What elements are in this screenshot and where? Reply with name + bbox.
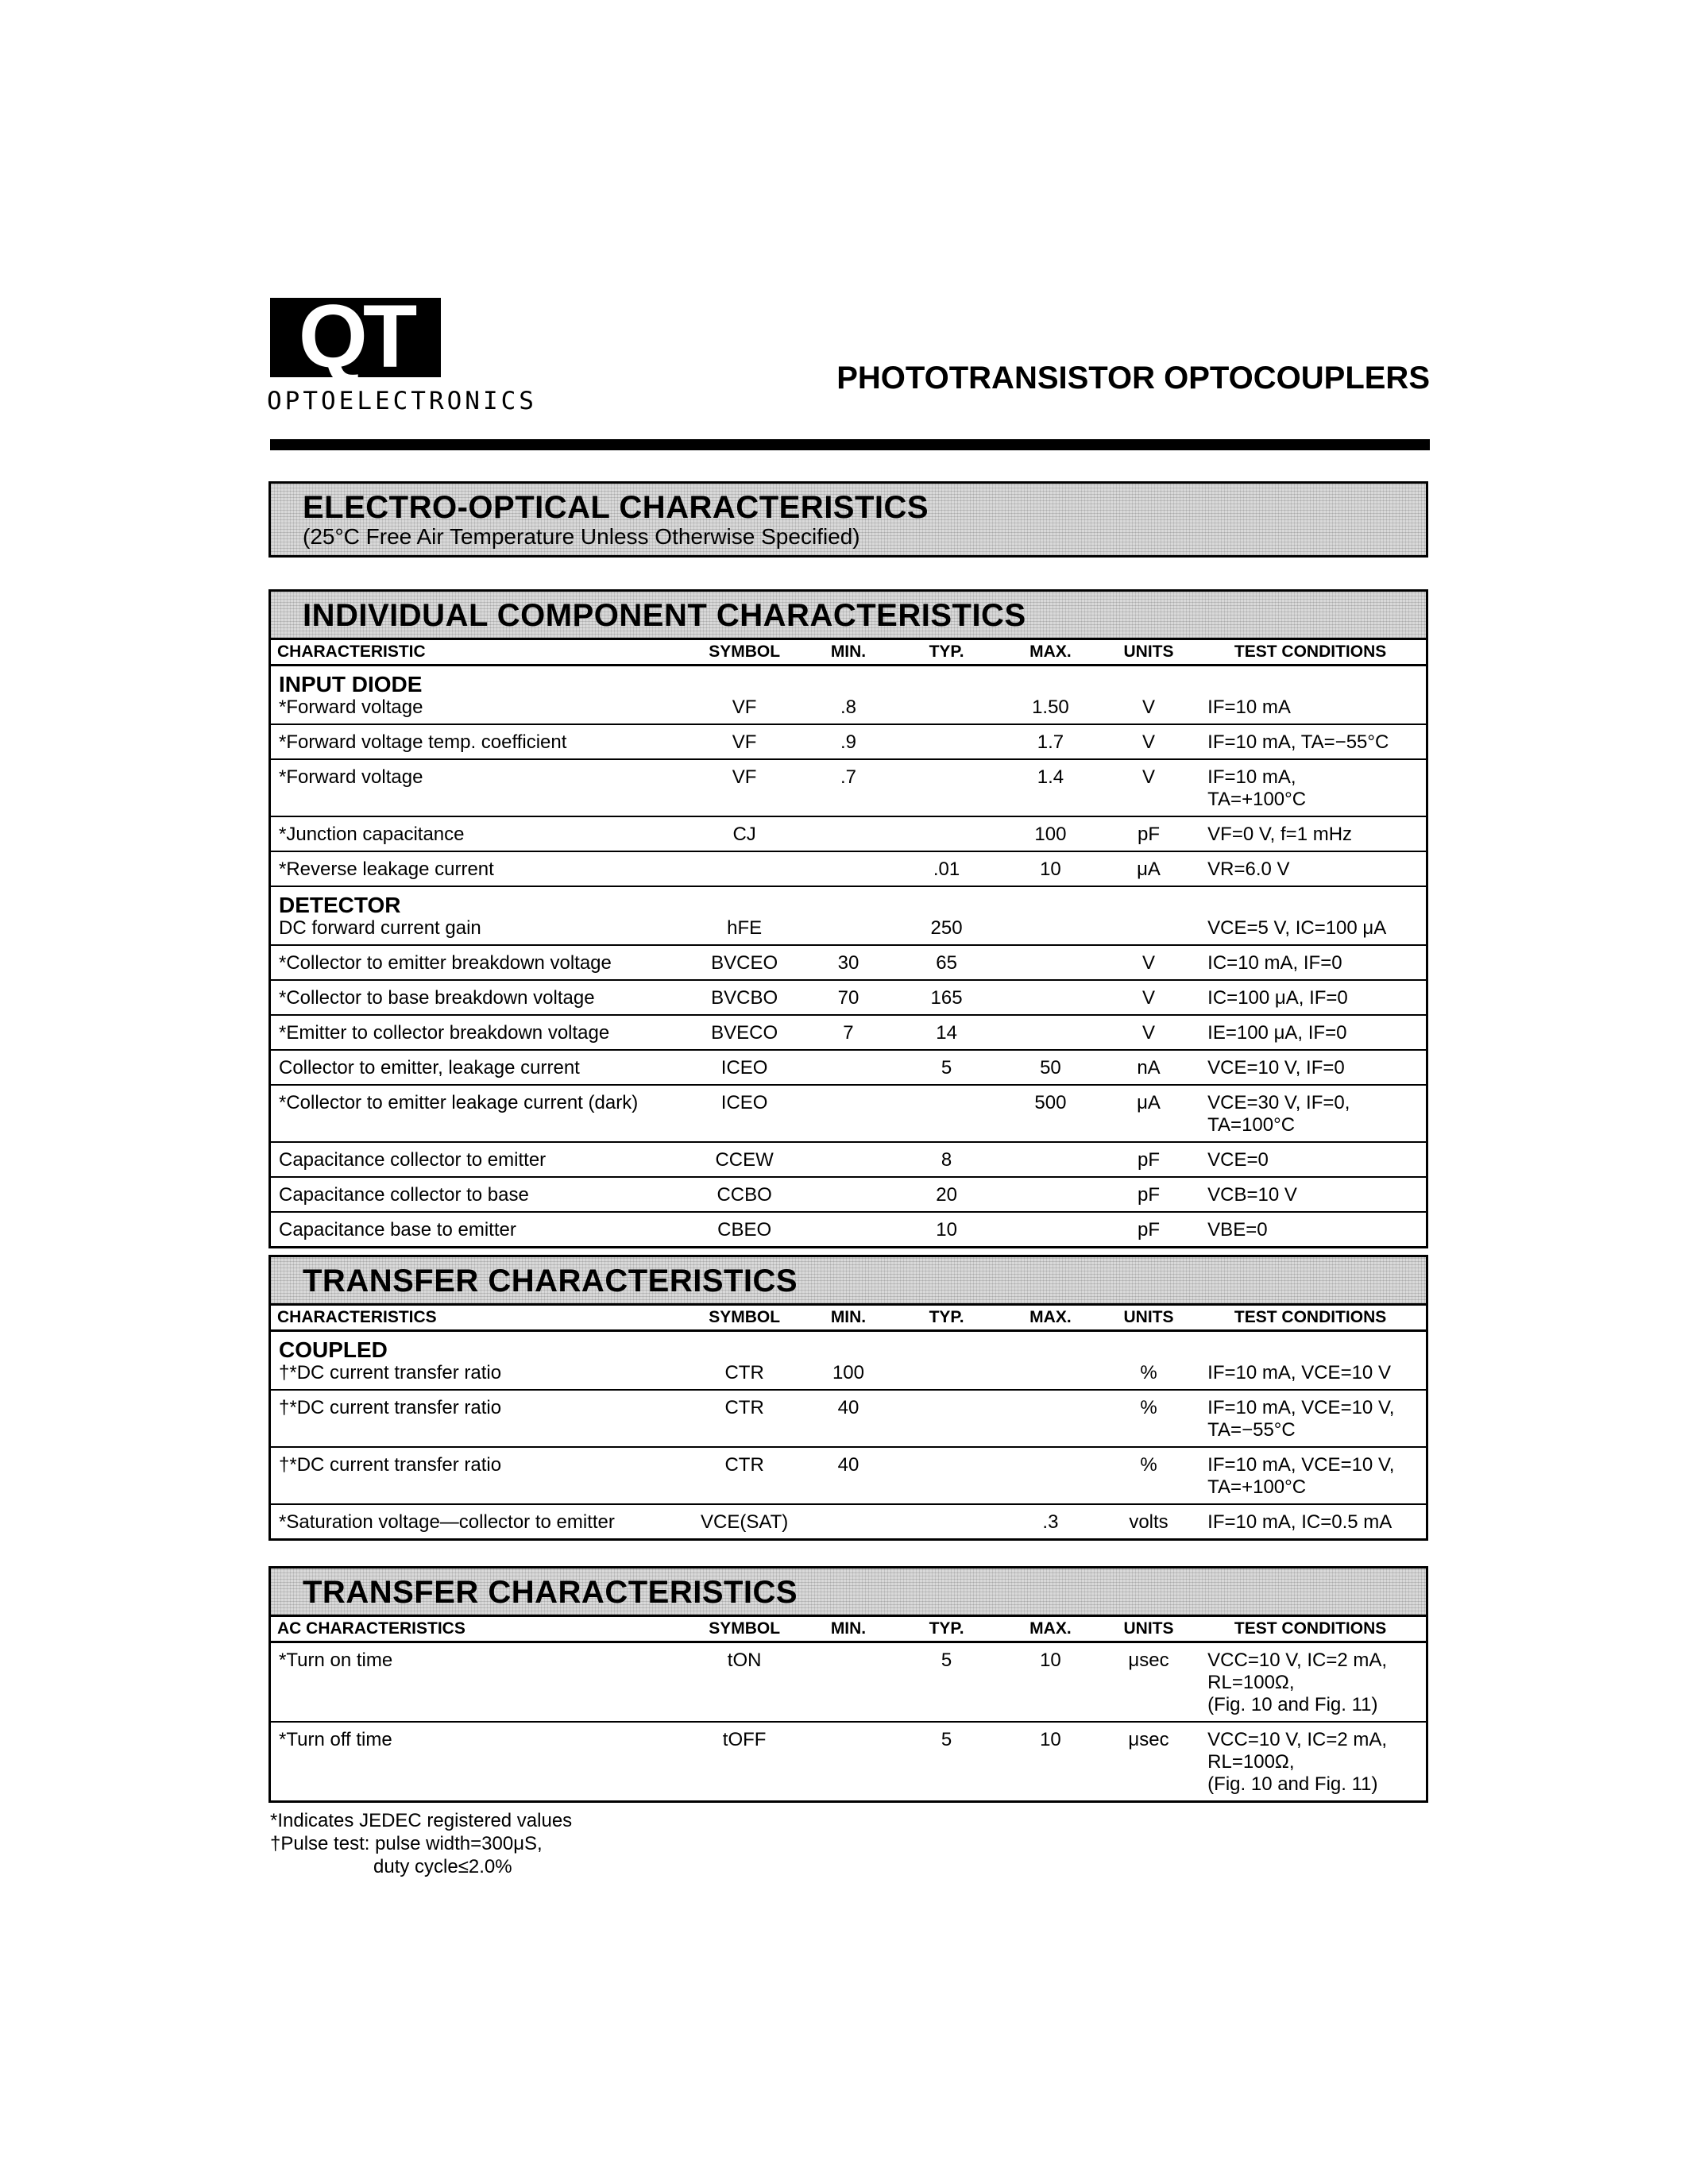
cell-characteristic: †*DC current transfer ratio bbox=[271, 1390, 686, 1447]
cell-typ: 14 bbox=[894, 1015, 999, 1050]
electro-optical-panel bbox=[268, 481, 1428, 558]
cell-text: 250 bbox=[930, 917, 963, 939]
cell-characteristic bbox=[271, 666, 686, 725]
electro-optical-subtitle: (25°C Free Air Temperature Unless Otherwise Specified) bbox=[303, 524, 860, 549]
cell-units: pF bbox=[1103, 1142, 1195, 1177]
column-header-max: MAX. bbox=[999, 1305, 1103, 1331]
cell-test-conditions bbox=[1195, 1331, 1426, 1391]
column-header-min: MIN. bbox=[802, 1616, 894, 1642]
column-header-typ: TYP. bbox=[894, 639, 999, 666]
cell-max bbox=[999, 886, 1103, 945]
cell-test-conditions: VCC=10 V, IC=2 mA, RL=100Ω, (Fig. 10 and Fig. 11) bbox=[1207, 1729, 1388, 1795]
cell-typ: 10 bbox=[936, 1219, 957, 1241]
cell-units: V bbox=[1103, 980, 1195, 1015]
cell-characteristic: Capacitance base to emitter bbox=[279, 1219, 516, 1241]
table-row bbox=[271, 1015, 1426, 1050]
table-row bbox=[271, 1050, 1426, 1085]
cell-units: % bbox=[1103, 1390, 1195, 1447]
cell-max bbox=[999, 1331, 1103, 1391]
cell-test-conditions: IC=100 μA, IF=0 bbox=[1195, 980, 1426, 1015]
cell-typ: 65 bbox=[894, 945, 999, 980]
column-header-typ: TYP. bbox=[894, 1616, 999, 1642]
cell-characteristic: *Saturation voltage—collector to emitter bbox=[279, 1511, 615, 1533]
cell-test-conditions: VCE=0 bbox=[1195, 1142, 1426, 1177]
column-header-test-conditions: TEST CONDITIONS bbox=[1195, 639, 1426, 666]
cell-max: 1.4 bbox=[999, 759, 1103, 816]
individual-component-panel bbox=[268, 589, 1428, 1248]
cell-characteristic: Capacitance collector to base bbox=[271, 1177, 686, 1212]
transfer-dc-panel bbox=[268, 1255, 1428, 1541]
cell-typ bbox=[894, 1085, 999, 1142]
transfer-ac-table bbox=[271, 1615, 1426, 1800]
cell-symbol: VF bbox=[686, 724, 802, 759]
table-row bbox=[271, 666, 1426, 725]
cell-max bbox=[999, 1212, 1103, 1246]
column-header-typ: TYP. bbox=[894, 1305, 999, 1331]
cell-min: 40 bbox=[802, 1390, 894, 1447]
cell-min: 7 bbox=[802, 1015, 894, 1050]
cell-units: volts bbox=[1129, 1511, 1168, 1533]
cell-units: μA bbox=[1103, 1085, 1195, 1142]
cell-units: V bbox=[1103, 945, 1195, 980]
cell-test-conditions bbox=[1195, 886, 1426, 945]
cell-symbol: CCEW bbox=[686, 1142, 802, 1177]
cell-characteristic: *Reverse leakage current bbox=[271, 851, 686, 886]
cell-test-conditions: VCE=30 V, IF=0, TA=100°C bbox=[1195, 1085, 1426, 1142]
cell-typ: 8 bbox=[894, 1142, 999, 1177]
cell-units: % bbox=[1103, 1447, 1195, 1504]
cell-characteristic: *Turn off time bbox=[279, 1729, 392, 1750]
cell-text: 100 bbox=[832, 1362, 864, 1383]
cell-test-conditions: VCC=10 V, IC=2 mA, RL=100Ω, (Fig. 10 and Fig. 11) bbox=[1195, 1642, 1426, 1723]
table-row bbox=[271, 1722, 1426, 1800]
cell-min bbox=[802, 1212, 894, 1246]
table-row bbox=[271, 759, 1426, 816]
cell-characteristic bbox=[271, 1331, 686, 1391]
cell-min bbox=[802, 1085, 894, 1142]
cell-typ bbox=[894, 1504, 999, 1538]
cell-text: 1.50 bbox=[1032, 696, 1069, 718]
cell-symbol: CCBO bbox=[686, 1177, 802, 1212]
table-row bbox=[271, 1212, 1426, 1246]
cell-max: 10 bbox=[999, 851, 1103, 886]
column-header-min: MIN. bbox=[802, 639, 894, 666]
cell-min bbox=[802, 1642, 894, 1723]
company-logo: QT bbox=[298, 287, 413, 386]
cell-typ: 20 bbox=[894, 1177, 999, 1212]
cell-units bbox=[1103, 666, 1195, 725]
column-header-symbol: SYMBOL bbox=[686, 1616, 802, 1642]
cell-text: % bbox=[1140, 1362, 1157, 1383]
section-heading: DETECTOR bbox=[279, 893, 401, 917]
table-row bbox=[271, 816, 1426, 851]
cell-max bbox=[999, 666, 1103, 725]
cell-min bbox=[802, 1331, 894, 1391]
cell-test-conditions: IF=10 mA, VCE=10 V, TA=+100°C bbox=[1195, 1447, 1426, 1504]
cell-max: .3 bbox=[1042, 1511, 1059, 1533]
individual-table bbox=[271, 638, 1426, 1246]
cell-max bbox=[999, 1447, 1103, 1504]
column-header-max: MAX. bbox=[999, 639, 1103, 666]
transfer-ac-banner bbox=[271, 1569, 1426, 1615]
table-row bbox=[271, 1390, 1426, 1447]
section-heading: INPUT DIODE bbox=[279, 672, 423, 696]
cell-symbol bbox=[686, 666, 802, 725]
cell-max: 50 bbox=[999, 1050, 1103, 1085]
duty-note: duty cycle≤2.0% bbox=[373, 1856, 512, 1877]
cell-text: IF=10 mA, VCE=10 V bbox=[1207, 1362, 1391, 1383]
transfer-dc-title: TRANSFER CHARACTERISTICS bbox=[303, 1264, 798, 1298]
cell-units: pF bbox=[1103, 1177, 1195, 1212]
individual-banner bbox=[271, 592, 1426, 638]
cell-units bbox=[1103, 1331, 1195, 1391]
cell-units bbox=[1103, 886, 1195, 945]
column-header-symbol: SYMBOL bbox=[686, 639, 802, 666]
table-row bbox=[271, 1142, 1426, 1177]
cell-characteristic: *Turn on time bbox=[271, 1642, 686, 1723]
cell-units: pF bbox=[1138, 1219, 1161, 1241]
electro-optical-title: ELECTRO-OPTICAL CHARACTERISTICS bbox=[303, 490, 929, 525]
cell-min bbox=[802, 1722, 894, 1800]
table-row bbox=[271, 851, 1426, 886]
table-row bbox=[271, 980, 1426, 1015]
column-header-characteristic: CHARACTERISTIC bbox=[271, 639, 686, 666]
cell-min bbox=[802, 1504, 894, 1538]
cell-test-conditions: IF=10 mA, TA=+100°C bbox=[1195, 759, 1426, 816]
cell-units: μsec bbox=[1103, 1642, 1195, 1723]
cell-min bbox=[802, 816, 894, 851]
table-row bbox=[271, 724, 1426, 759]
cell-text: .8 bbox=[840, 696, 856, 718]
pulse-note: †Pulse test: pulse width=300μS, bbox=[270, 1833, 543, 1854]
cell-max: 10 bbox=[999, 1642, 1103, 1723]
cell-symbol: CTR bbox=[686, 1390, 802, 1447]
cell-symbol: ICEO bbox=[686, 1085, 802, 1142]
column-header-characteristic: AC CHARACTERISTICS bbox=[271, 1616, 686, 1642]
cell-min: 30 bbox=[802, 945, 894, 980]
cell-typ: .01 bbox=[894, 851, 999, 886]
cell-text: V bbox=[1142, 696, 1156, 718]
table-row bbox=[271, 1331, 1426, 1391]
cell-text: IF=10 mA bbox=[1207, 696, 1291, 718]
transfer-ac-title: TRANSFER CHARACTERISTICS bbox=[303, 1575, 798, 1610]
header-divider bbox=[270, 439, 1430, 450]
cell-test-conditions: VR=6.0 V bbox=[1195, 851, 1426, 886]
column-header-test-conditions: TEST CONDITIONS bbox=[1195, 1305, 1426, 1331]
cell-characteristic: †*DC current transfer ratio bbox=[271, 1447, 686, 1504]
cell-text: †*DC current transfer ratio bbox=[279, 1362, 502, 1383]
company-name: OPTOELECTRONICS bbox=[267, 387, 537, 415]
cell-typ bbox=[894, 1447, 999, 1504]
cell-characteristic: *Emitter to collector breakdown voltage bbox=[271, 1015, 686, 1050]
cell-min: .9 bbox=[802, 724, 894, 759]
cell-text: CTR bbox=[724, 1362, 764, 1383]
cell-max bbox=[999, 1390, 1103, 1447]
cell-max: 500 bbox=[999, 1085, 1103, 1142]
column-header-characteristic: CHARACTERISTICS bbox=[271, 1305, 686, 1331]
cell-test-conditions: IF=10 mA, VCE=10 V, TA=−55°C bbox=[1195, 1390, 1426, 1447]
cell-units: nA bbox=[1103, 1050, 1195, 1085]
cell-typ bbox=[894, 724, 999, 759]
cell-max bbox=[999, 980, 1103, 1015]
cell-symbol: BVCEO bbox=[686, 945, 802, 980]
cell-symbol: CBEO bbox=[717, 1219, 772, 1241]
cell-text: VF bbox=[732, 696, 757, 718]
cell-units: μsec bbox=[1128, 1729, 1169, 1750]
cell-max bbox=[999, 1142, 1103, 1177]
cell-symbol: BVECO bbox=[686, 1015, 802, 1050]
cell-text: *Forward voltage bbox=[279, 696, 423, 718]
cell-min: 40 bbox=[802, 1447, 894, 1504]
cell-min bbox=[802, 886, 894, 945]
cell-typ: 5 bbox=[941, 1729, 952, 1750]
transfer-ac-panel bbox=[268, 1566, 1428, 1803]
cell-units: V bbox=[1103, 724, 1195, 759]
column-header-symbol: SYMBOL bbox=[686, 1305, 802, 1331]
cell-typ: 5 bbox=[894, 1642, 999, 1723]
individual-title: INDIVIDUAL COMPONENT CHARACTERISTICS bbox=[303, 598, 1026, 633]
cell-min: 70 bbox=[802, 980, 894, 1015]
page-title: PHOTOTRANSISTOR OPTOCOUPLERS bbox=[836, 361, 1430, 396]
cell-max bbox=[999, 1177, 1103, 1212]
column-header-max: MAX. bbox=[999, 1616, 1103, 1642]
column-header-units: UNITS bbox=[1103, 1616, 1195, 1642]
table-row bbox=[271, 1642, 1426, 1723]
cell-text: DC forward current gain bbox=[279, 917, 481, 939]
cell-test-conditions: IF=10 mA, TA=−55°C bbox=[1195, 724, 1426, 759]
cell-characteristic: *Collector to emitter breakdown voltage bbox=[271, 945, 686, 980]
column-header-min: MIN. bbox=[802, 1305, 894, 1331]
cell-symbol: BVCBO bbox=[686, 980, 802, 1015]
cell-typ bbox=[894, 1331, 999, 1391]
cell-symbol bbox=[686, 1331, 802, 1391]
cell-min bbox=[802, 1177, 894, 1212]
cell-symbol: tOFF bbox=[722, 1729, 767, 1750]
table-row bbox=[271, 1085, 1426, 1142]
cell-test-conditions: IF=10 mA, IC=0.5 mA bbox=[1207, 1511, 1393, 1533]
cell-units: pF bbox=[1103, 816, 1195, 851]
jedec-note: *Indicates JEDEC registered values bbox=[270, 1810, 573, 1831]
cell-symbol: CJ bbox=[686, 816, 802, 851]
cell-units: V bbox=[1103, 759, 1195, 816]
cell-test-conditions: VBE=0 bbox=[1207, 1219, 1268, 1241]
table-row bbox=[271, 1447, 1426, 1504]
cell-min bbox=[802, 666, 894, 725]
cell-symbol bbox=[686, 886, 802, 945]
cell-typ bbox=[894, 759, 999, 816]
cell-characteristic bbox=[271, 886, 686, 945]
cell-units: μA bbox=[1103, 851, 1195, 886]
cell-typ: 165 bbox=[894, 980, 999, 1015]
cell-typ bbox=[894, 816, 999, 851]
cell-characteristic: *Collector to emitter leakage current (dark) bbox=[271, 1085, 686, 1142]
cell-typ bbox=[894, 1390, 999, 1447]
cell-max: 100 bbox=[999, 816, 1103, 851]
cell-characteristic: Collector to emitter, leakage current bbox=[271, 1050, 686, 1085]
transfer-dc-table bbox=[271, 1303, 1426, 1538]
cell-min bbox=[802, 1050, 894, 1085]
cell-symbol: ICEO bbox=[686, 1050, 802, 1085]
cell-typ bbox=[894, 886, 999, 945]
cell-characteristic: *Forward voltage bbox=[271, 759, 686, 816]
footnotes bbox=[270, 1809, 572, 1878]
cell-characteristic: *Junction capacitance bbox=[271, 816, 686, 851]
cell-max: 1.7 bbox=[999, 724, 1103, 759]
cell-min bbox=[802, 1142, 894, 1177]
column-header-test-conditions: TEST CONDITIONS bbox=[1195, 1616, 1426, 1642]
cell-max: 10 bbox=[1040, 1729, 1061, 1750]
cell-test-conditions: VCE=10 V, IF=0 bbox=[1195, 1050, 1426, 1085]
cell-symbol: VCE(SAT) bbox=[701, 1511, 789, 1533]
electro-optical-banner bbox=[271, 484, 1426, 555]
cell-test-conditions: VF=0 V, f=1 mHz bbox=[1195, 816, 1426, 851]
cell-symbol: tON bbox=[686, 1642, 802, 1723]
cell-symbol: CTR bbox=[686, 1447, 802, 1504]
cell-test-conditions bbox=[1195, 666, 1426, 725]
cell-test-conditions: IC=10 mA, IF=0 bbox=[1195, 945, 1426, 980]
cell-characteristic: *Forward voltage temp. coefficient bbox=[271, 724, 686, 759]
cell-characteristic: Capacitance collector to emitter bbox=[271, 1142, 686, 1177]
cell-units: V bbox=[1103, 1015, 1195, 1050]
cell-test-conditions: IE=100 μA, IF=0 bbox=[1195, 1015, 1426, 1050]
cell-text: hFE bbox=[727, 917, 763, 939]
table-row bbox=[271, 1504, 1426, 1538]
table-row bbox=[271, 945, 1426, 980]
column-header-units: UNITS bbox=[1103, 1305, 1195, 1331]
cell-symbol bbox=[686, 851, 802, 886]
section-heading: COUPLED bbox=[279, 1337, 388, 1362]
cell-max bbox=[999, 1015, 1103, 1050]
table-row bbox=[271, 1177, 1426, 1212]
cell-min bbox=[802, 851, 894, 886]
cell-test-conditions: VCB=10 V bbox=[1195, 1177, 1426, 1212]
cell-symbol: VF bbox=[686, 759, 802, 816]
cell-text: VCE=5 V, IC=100 μA bbox=[1207, 917, 1387, 939]
cell-typ bbox=[894, 666, 999, 725]
cell-characteristic: *Collector to base breakdown voltage bbox=[271, 980, 686, 1015]
cell-max bbox=[999, 945, 1103, 980]
column-header-units: UNITS bbox=[1103, 639, 1195, 666]
table-row bbox=[271, 886, 1426, 945]
cell-typ: 5 bbox=[894, 1050, 999, 1085]
cell-min: .7 bbox=[802, 759, 894, 816]
transfer-dc-banner bbox=[271, 1257, 1426, 1303]
